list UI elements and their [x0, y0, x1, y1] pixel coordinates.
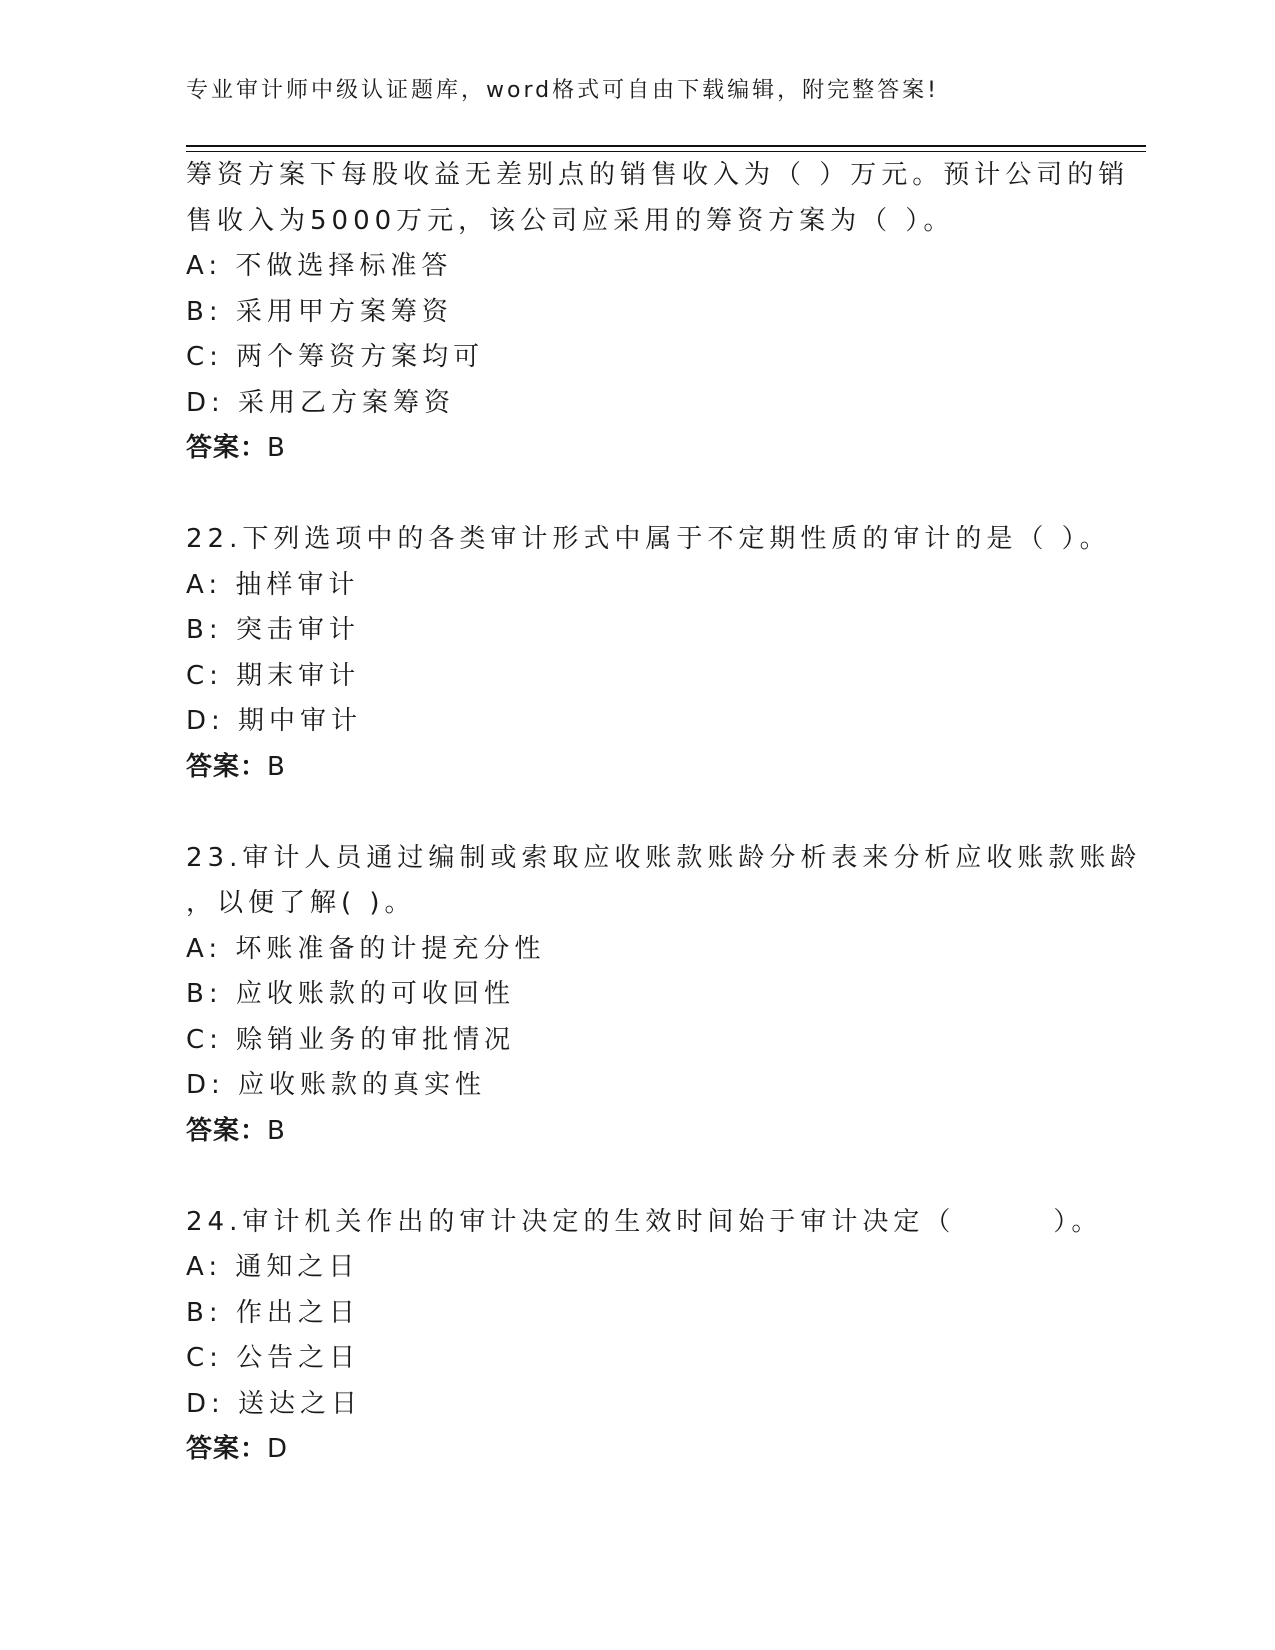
question-21	[186, 153, 1146, 472]
spacer	[186, 1154, 1146, 1200]
stem-start: 24.审计机关作出的审计决定的生效时间始于审计决定（	[186, 1206, 956, 1237]
answer-value: B	[267, 433, 286, 463]
question-23	[186, 836, 1146, 1155]
spacer	[186, 790, 1146, 836]
question-stem: 23.审计人员通过编制或索取应收账款账龄分析表来分析应收账款账龄	[186, 842, 1142, 873]
header-divider	[186, 145, 1146, 152]
question-stem: 22.下列选项中的各类审计形式中属于不定期性质的审计的是（ ）。	[186, 524, 1111, 554]
answer-label: 答案：	[186, 751, 268, 782]
answer-label: 答案：	[186, 1434, 268, 1464]
spacer	[186, 472, 1146, 518]
question-stem: 筹资方案下每股收益无差别点的销售收入为（ ）万元。预计公司的销	[186, 160, 1130, 190]
option-c: C: 公告之日	[186, 1343, 361, 1373]
option-b: B: 突击审计	[186, 615, 360, 645]
answer-label: 答案：	[186, 433, 268, 463]
option-a: A: 通知之日	[186, 1252, 360, 1282]
option-d: D: 期中审计	[186, 706, 363, 736]
question-22	[186, 517, 1146, 790]
option-b: B: 采用甲方案筹资	[186, 296, 453, 327]
option-c: C: 赊销业务的审批情况	[186, 1024, 516, 1055]
question-stem	[186, 1200, 1146, 1246]
answer-line	[186, 745, 1146, 791]
answer-line	[186, 1109, 1146, 1155]
question-list	[186, 153, 1146, 1473]
question-stem: ，以便了解( )。	[186, 888, 416, 918]
option-a: A: 抽样审计	[186, 569, 360, 600]
answer-label: 答案：	[186, 1115, 268, 1146]
question-stem: 售收入为5000万元，该公司应采用的筹资方案为（ ）。	[186, 205, 955, 236]
option-d: D: 送达之日	[186, 1388, 363, 1419]
option-d: D: 采用乙方案筹资	[186, 387, 456, 418]
option-c: C: 期末审计	[186, 660, 361, 691]
option-d: D: 应收账款的真实性	[186, 1070, 487, 1100]
option-a: A: 坏账准备的计提充分性	[186, 933, 546, 964]
page-header: 专业审计师中级认证题库，word格式可自由下载编辑，附完整答案!	[186, 78, 939, 103]
option-b: B: 作出之日	[186, 1297, 360, 1328]
option-b: B: 应收账款的可收回性	[186, 979, 515, 1009]
option-a: A: 不做选择标准答	[186, 251, 453, 281]
answer-line	[186, 1427, 1146, 1473]
answer-value: D	[267, 1434, 289, 1464]
option-c: C: 两个筹资方案均可	[186, 342, 485, 372]
answer-value: B	[267, 1115, 286, 1146]
answer-line	[186, 426, 1146, 472]
answer-value: B	[267, 751, 286, 782]
stem-end: ）。	[1053, 1206, 1103, 1237]
question-24	[186, 1200, 1146, 1473]
